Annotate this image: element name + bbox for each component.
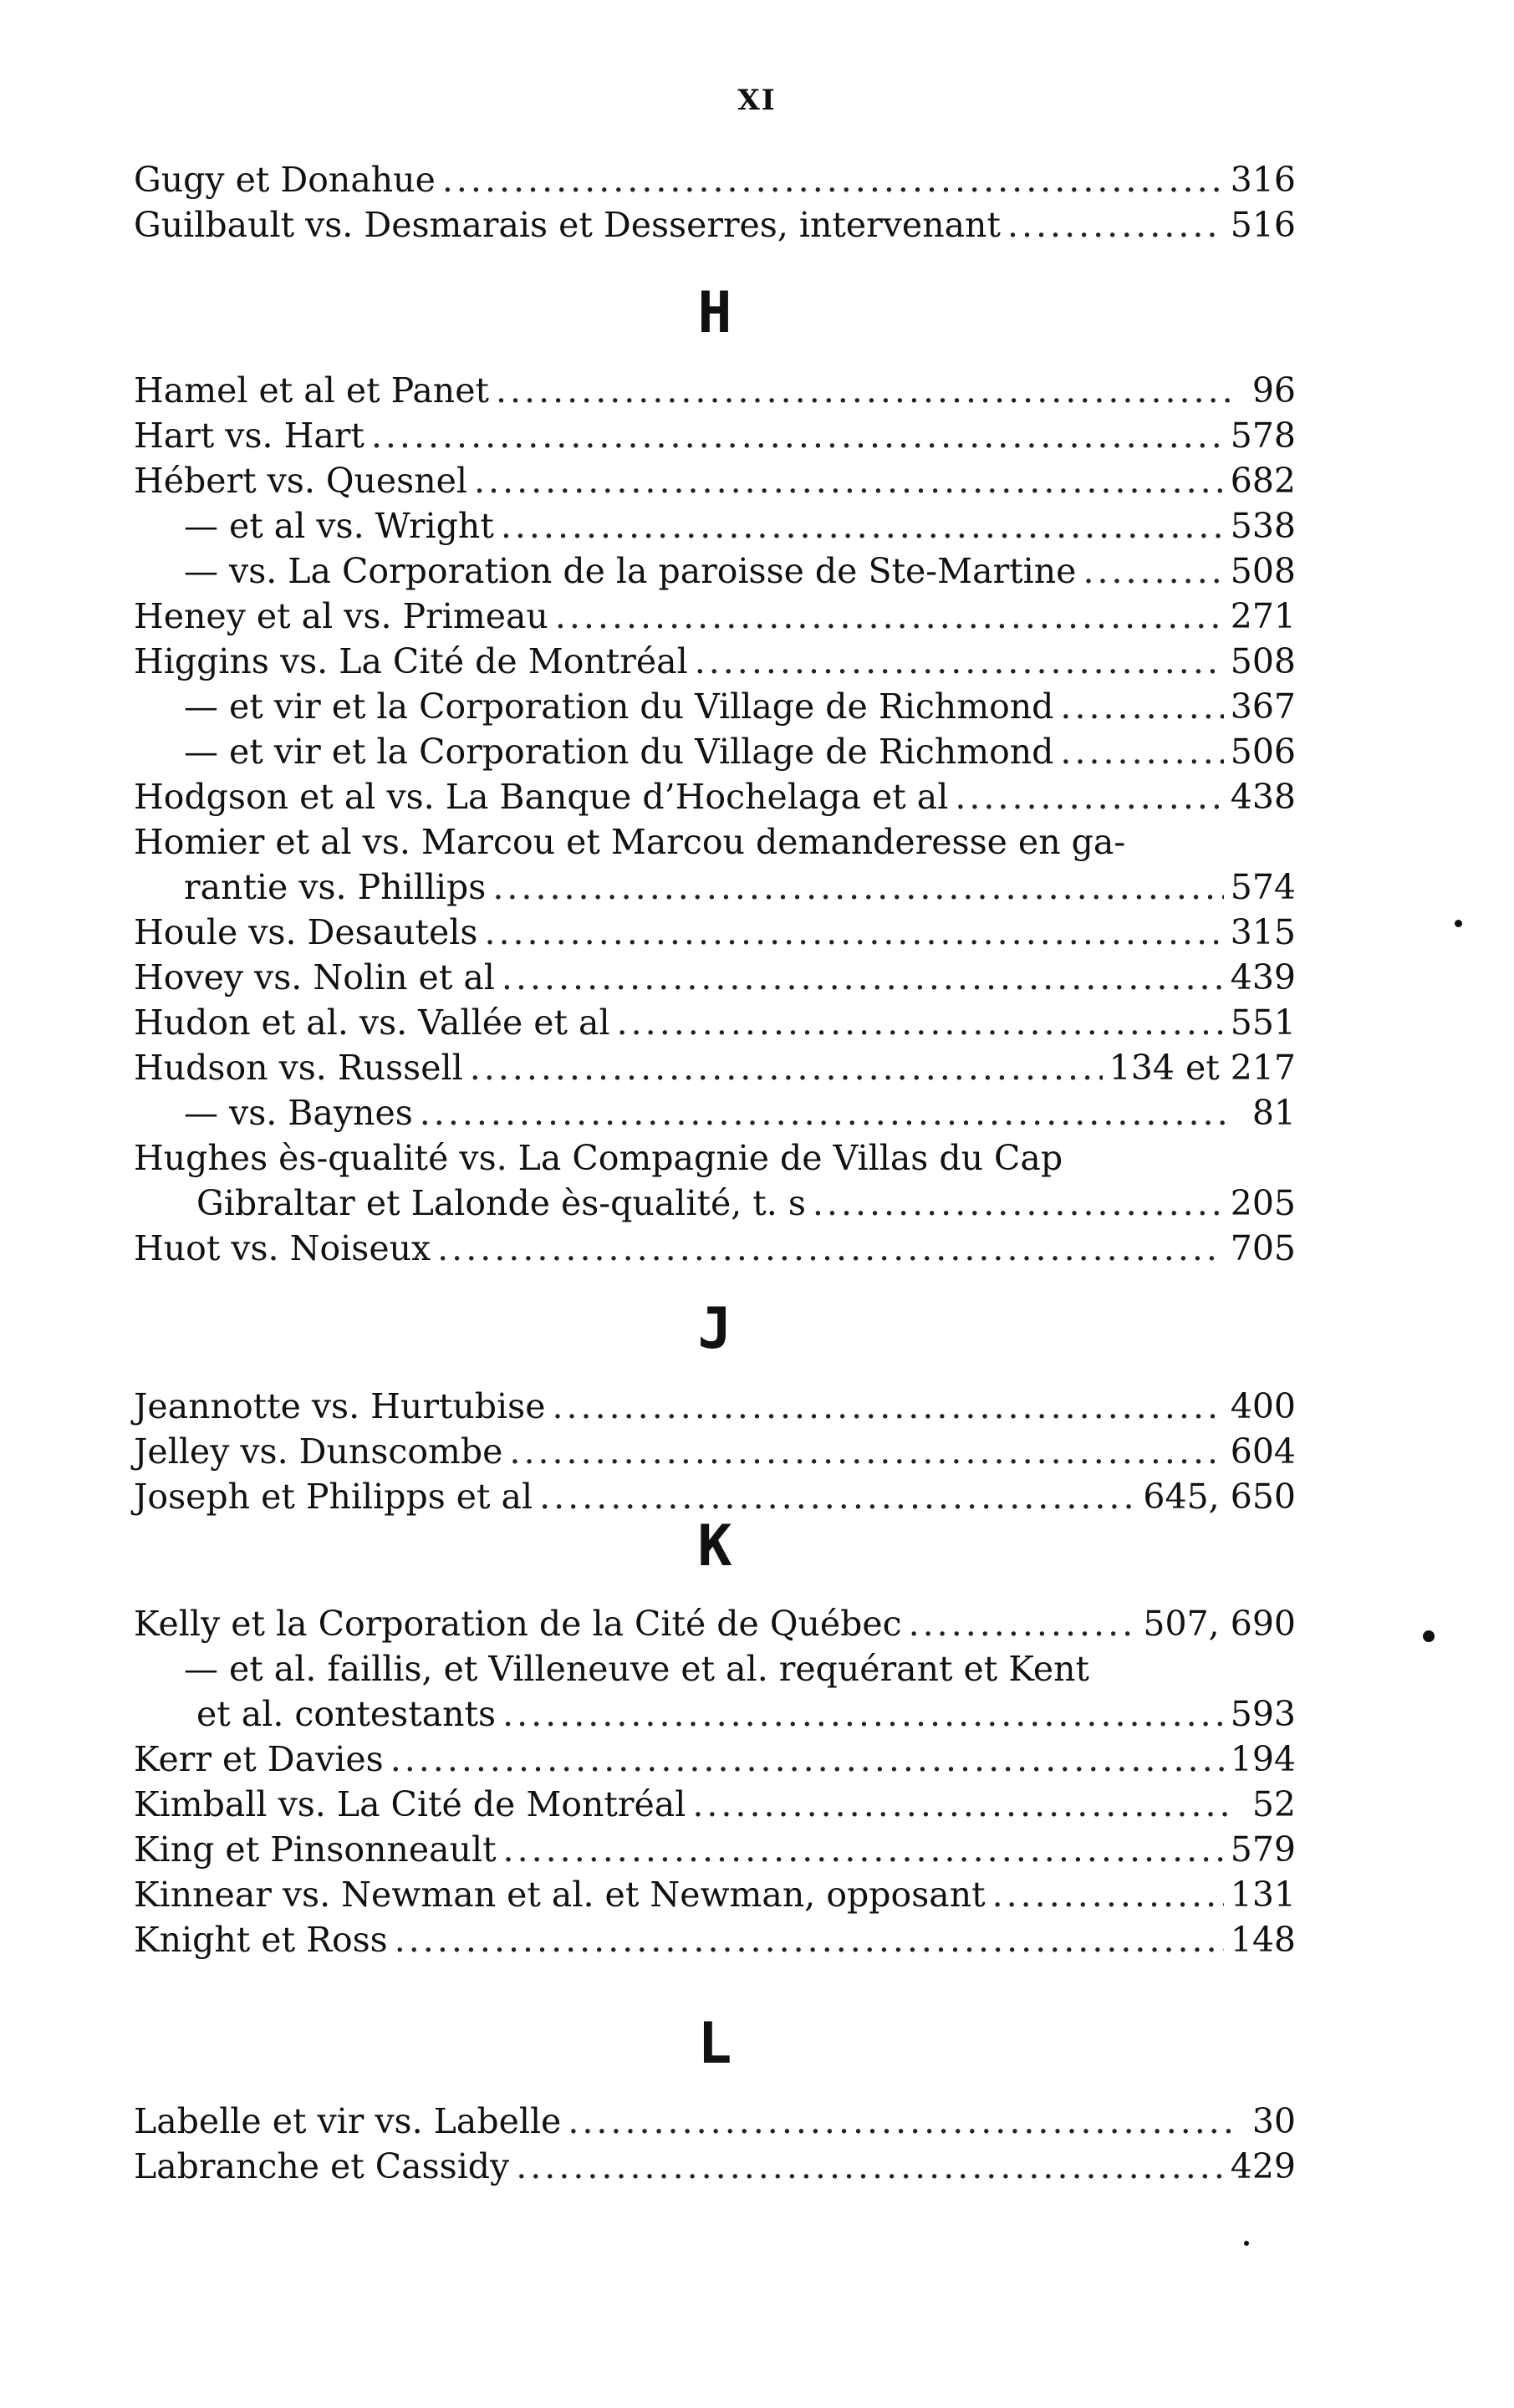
index-entry [134, 1000, 1296, 1045]
entry-label: Guilbault vs. Desmarais et Desserres, intervenant [134, 205, 1001, 245]
leader-dots [695, 639, 1224, 684]
index-entry [134, 2144, 1296, 2189]
index-entry [134, 955, 1296, 1000]
entry-page: 30 [1251, 2101, 1296, 2141]
entry-page: 516 [1230, 205, 1296, 245]
entry-page: 508 [1230, 641, 1296, 681]
entry-page: 96 [1251, 370, 1296, 411]
section-letter: J [697, 1296, 732, 1362]
index-entry [134, 2099, 1296, 2144]
entry-page: 367 [1230, 686, 1296, 727]
index-entry [134, 1474, 1296, 1519]
index-section-g [134, 157, 1296, 247]
entry-label: Hughes ès-qualité vs. La Compagnie de Villas du Cap [134, 1138, 1063, 1178]
entry-label: Kelly et la Corporation de la Cité de Québec [134, 1604, 902, 1644]
entry-label: Knight et Ross [134, 1920, 388, 1960]
entry-label: et al. contestants [196, 1694, 497, 1734]
index-entry [134, 1090, 1296, 1135]
index-entry [134, 1827, 1296, 1872]
index-section-j [134, 1296, 1296, 1519]
leader-dots [442, 157, 1224, 202]
index-entry [134, 202, 1296, 247]
entry-label: Kerr et Davies [134, 1739, 384, 1779]
leader-dots [1060, 729, 1223, 774]
entry-label: Houle vs. Desautels [134, 912, 478, 952]
entry-page: 429 [1230, 2146, 1296, 2186]
index-entry [134, 1181, 1296, 1226]
entry-page: 508 [1230, 551, 1296, 591]
index-entry [134, 774, 1296, 819]
entry-label: — et vir et la Corporation du Village de Richmond [184, 686, 1054, 727]
index-entry [134, 1872, 1296, 1917]
index-entry [134, 368, 1296, 413]
entry-page: 506 [1230, 732, 1296, 772]
entry-label: Kinnear vs. Newman et al. et Newman, opposant [134, 1875, 986, 1915]
index-entry [134, 1045, 1296, 1090]
entry-label: — et al vs. Wright [184, 506, 494, 546]
index-entry [134, 729, 1296, 774]
entry-label: Gibraltar et Lalonde ès-qualité, t. s [196, 1183, 806, 1223]
leader-dots [1007, 202, 1224, 247]
entry-label: Gugy et Donahue [134, 160, 436, 200]
index-entry [134, 503, 1296, 548]
leader-dots [1060, 684, 1223, 729]
entry-page: 205 [1230, 1183, 1296, 1223]
index-entry [134, 639, 1296, 684]
entry-page: 148 [1230, 1920, 1296, 1960]
index-entry [134, 819, 1296, 865]
index-entry [134, 594, 1296, 639]
entry-label: Labelle et vir vs. Labelle [134, 2101, 562, 2141]
leader-dots [395, 1917, 1224, 1962]
entry-page: 134 et 217 [1109, 1048, 1296, 1088]
leader-dots [371, 413, 1224, 458]
leader-dots [555, 594, 1224, 639]
entry-label: Joseph et Philipps et al [134, 1477, 533, 1517]
leader-dots [503, 1827, 1224, 1872]
index-entry [134, 1646, 1296, 1691]
section-letter: H [697, 280, 732, 346]
leader-dots [496, 368, 1231, 413]
entry-label: Hébert vs. Quesnel [134, 461, 468, 501]
entry-page: 81 [1251, 1093, 1296, 1133]
index-entry [134, 1384, 1296, 1429]
leader-dots [617, 1000, 1224, 1045]
leader-dots [484, 910, 1223, 955]
entry-label: Hart vs. Hart [134, 416, 364, 456]
entry-page: 578 [1230, 416, 1296, 456]
entry-label: Kimball vs. La Cité de Montréal [134, 1784, 686, 1824]
entry-label: Jelley vs. Dunscombe [134, 1431, 503, 1472]
entry-page: 438 [1230, 777, 1296, 817]
entry-page: 131 [1230, 1875, 1296, 1915]
index-entry [134, 157, 1296, 202]
leader-dots [813, 1181, 1224, 1226]
leader-dots [1083, 548, 1223, 594]
leader-dots [692, 1782, 1231, 1827]
entry-label: — vs. La Corporation de la paroisse de Ste-Martine [184, 551, 1077, 591]
entry-page: 194 [1230, 1739, 1296, 1779]
entry-label: Heney et al vs. Primeau [134, 596, 548, 636]
leader-dots [992, 1872, 1224, 1917]
section-letter: K [697, 1513, 732, 1579]
leader-dots [909, 1601, 1137, 1646]
index-section-h [134, 280, 1296, 1271]
leader-dots [474, 458, 1224, 503]
entry-label: — vs. Baynes [184, 1093, 413, 1133]
index-entry [134, 1917, 1296, 1962]
leader-dots [492, 865, 1223, 910]
leader-dots [420, 1090, 1231, 1135]
entry-page: 316 [1230, 160, 1296, 200]
index-entry [134, 458, 1296, 503]
entry-label: Labranche et Cassidy [134, 2146, 510, 2186]
index-entry [134, 1601, 1296, 1646]
scan-speck [1244, 2241, 1249, 2246]
leader-dots [516, 2144, 1224, 2189]
leader-dots [470, 1045, 1103, 1090]
entry-label: rantie vs. Phillips [184, 867, 487, 907]
entry-page: 439 [1230, 957, 1296, 997]
leader-dots [437, 1226, 1224, 1271]
leader-dots [502, 955, 1224, 1000]
entry-label: — et al. faillis, et Villeneuve et al. requérant et Kent [184, 1649, 1089, 1689]
entry-page: 579 [1230, 1829, 1296, 1870]
entry-page: 400 [1230, 1386, 1296, 1426]
entry-label: Huot vs. Noiseux [134, 1228, 431, 1268]
entry-label: Hamel et al et Panet [134, 370, 489, 411]
index-entry [134, 1429, 1296, 1474]
entry-page: 538 [1230, 506, 1296, 546]
entry-label: Hudon et al. vs. Vallée et al [134, 1002, 610, 1043]
entry-label: Jeannotte vs. Hurtubise [134, 1386, 546, 1426]
entry-page: 593 [1230, 1694, 1296, 1734]
index-entry [134, 1737, 1296, 1782]
entry-page: 52 [1251, 1784, 1296, 1824]
entry-label: Higgins vs. La Cité de Montréal [134, 641, 688, 681]
index-section-k [134, 1513, 1296, 1962]
entry-page: 645, 650 [1143, 1477, 1296, 1517]
leader-dots [539, 1474, 1136, 1519]
entry-page: 705 [1230, 1228, 1296, 1268]
entry-page: 682 [1230, 461, 1296, 501]
index-entry [134, 1691, 1296, 1737]
scan-speck [1455, 920, 1462, 927]
entry-page: 507, 690 [1143, 1604, 1296, 1644]
leader-dots [955, 774, 1223, 819]
entry-label: Hovey vs. Nolin et al [134, 957, 495, 997]
index-entry [134, 548, 1296, 594]
index-entry [134, 413, 1296, 458]
index-entry [134, 1782, 1296, 1827]
entry-page: 551 [1230, 1002, 1296, 1043]
entry-page: 604 [1230, 1431, 1296, 1472]
leader-dots [509, 1429, 1223, 1474]
page-number: XI [737, 84, 777, 117]
section-letter: L [697, 2011, 732, 2077]
scan-speck [1423, 1630, 1435, 1642]
entry-page: 271 [1230, 596, 1296, 636]
leader-dots [552, 1384, 1223, 1429]
entry-label: Hudson vs. Russell [134, 1048, 463, 1088]
index-entry [134, 684, 1296, 729]
index-entry [134, 910, 1296, 955]
entry-label: Hodgson et al vs. La Banque d’Hochelaga et al [134, 777, 949, 817]
index-entry [134, 1226, 1296, 1271]
entry-page: 315 [1230, 912, 1296, 952]
leader-dots [502, 1691, 1224, 1737]
leader-dots [390, 1737, 1224, 1782]
index-entry [134, 1135, 1296, 1181]
leader-dots [568, 2099, 1231, 2144]
index-section-l [134, 2011, 1296, 2189]
entry-label: Homier et al vs. Marcou et Marcou demanderesse en ga- [134, 822, 1126, 862]
entry-label: — et vir et la Corporation du Village de Richmond [184, 732, 1054, 772]
leader-dots [501, 503, 1224, 548]
entry-label: King et Pinsonneault [134, 1829, 497, 1870]
index-entry [134, 865, 1296, 910]
entry-page: 574 [1230, 867, 1296, 907]
